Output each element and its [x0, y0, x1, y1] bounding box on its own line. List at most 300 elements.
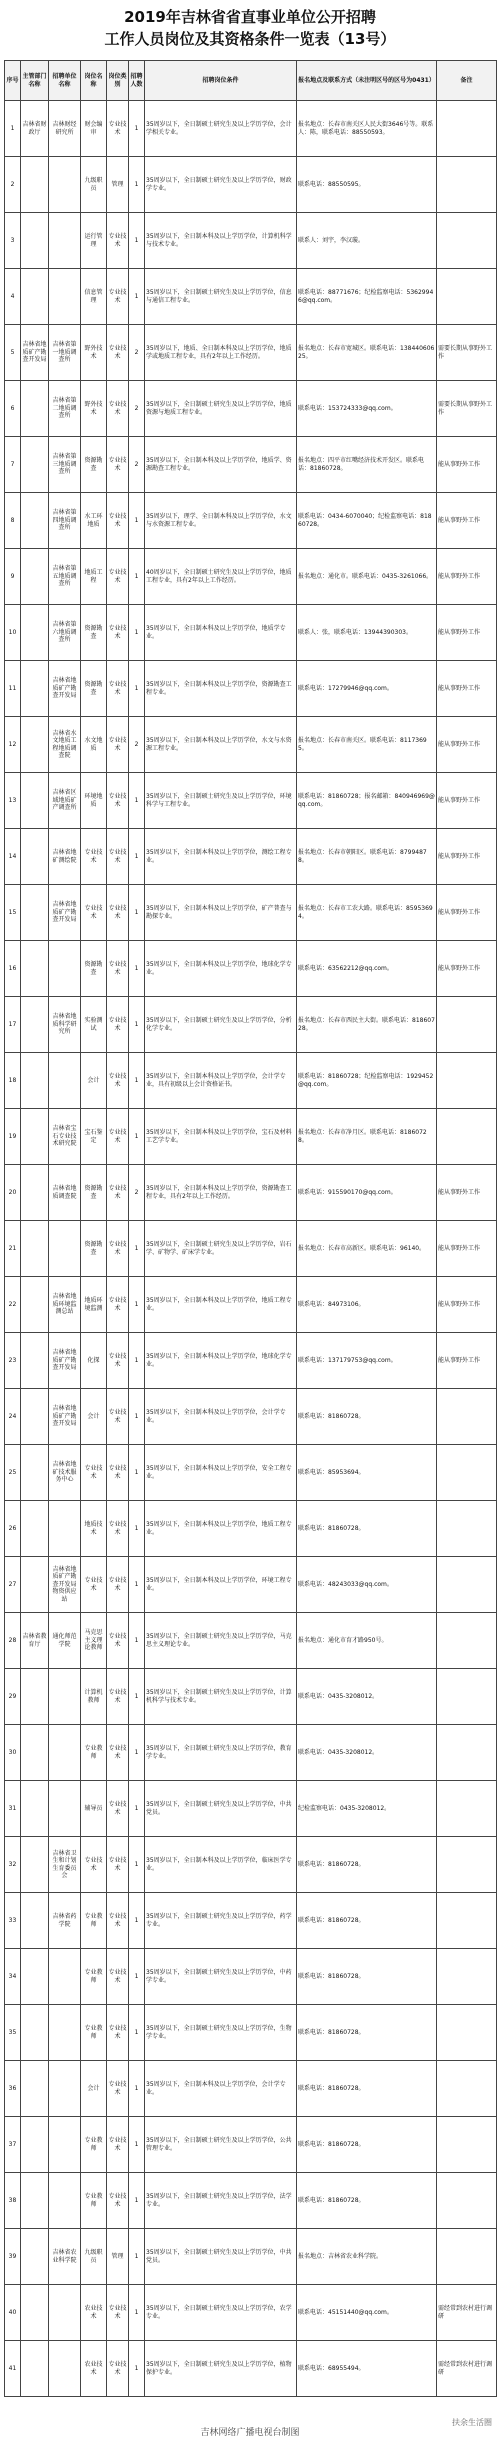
requirements-cell: 35周岁以下，全日制本科及以上学历学位，矿产普查与勘探专业。 — [145, 885, 297, 941]
row-number-cell: 1 — [5, 101, 21, 157]
row-number-cell: 21 — [5, 1221, 21, 1277]
hire-count-cell: 1 — [129, 1837, 145, 1893]
post-type-cell: 专业技术 — [107, 885, 129, 941]
hire-count-cell: 1 — [129, 269, 145, 325]
remarks-cell: 需要长期从事野外工作 — [437, 325, 497, 381]
department-cell — [21, 1053, 49, 1109]
contact-info-cell: 联系电话：84973106。 — [297, 1277, 437, 1333]
footer — [0, 2415, 500, 2447]
row-number-cell: 37 — [5, 2117, 21, 2173]
remarks-cell: 能从事野外工作 — [437, 605, 497, 661]
requirements-cell: 35周岁以下，全日制本科及以上学历学位，计算机科学与技术专业。 — [145, 213, 297, 269]
post-type-cell: 专业技术 — [107, 101, 129, 157]
hire-count-cell: 1 — [129, 605, 145, 661]
hire-count-cell: 1 — [129, 157, 145, 213]
department-cell — [21, 2229, 49, 2285]
unit-name-cell: 吉林省地质调查院 — [49, 1165, 81, 1221]
requirements-cell: 35周岁以下，全日制本科及以上学历学位，测绘工程专业。 — [145, 829, 297, 885]
requirements-cell: 35周岁以下，全日制硕士研究生及以上学历学位，生物学专业。 — [145, 2005, 297, 2061]
table-row — [5, 269, 497, 325]
hire-count-cell: 1 — [129, 101, 145, 157]
row-number-cell: 35 — [5, 2005, 21, 2061]
remarks-cell — [437, 1725, 497, 1781]
requirements-cell: 35周岁以下，全日制本科及以上学历学位，环境工程专业。 — [145, 1557, 297, 1613]
hire-count-cell: 1 — [129, 2229, 145, 2285]
footer-caption: 吉林网络广播电视台制图 — [200, 2428, 300, 2438]
row-number-cell: 33 — [5, 1893, 21, 1949]
remarks-cell — [437, 1613, 497, 1669]
hire-count-cell: 1 — [129, 1781, 145, 1837]
title-line-1: 2019年吉林省省直事业单位公开招聘 — [124, 8, 376, 26]
post-name-cell: 资源勘查 — [81, 605, 107, 661]
department-cell — [21, 437, 49, 493]
table-row — [5, 1053, 497, 1109]
remarks-cell — [437, 1109, 497, 1165]
post-type-cell: 专业技术 — [107, 381, 129, 437]
row-number-cell: 19 — [5, 1109, 21, 1165]
contact-info-cell: 联系电话：81860728。 — [297, 2005, 437, 2061]
hire-count-cell: 1 — [129, 1613, 145, 1669]
unit-name-cell: 吉林省第六地质调查所 — [49, 605, 81, 661]
requirements-cell: 35周岁以下，地质、全日制本科及以上学历学位，地质学或地质工程专业，具有2年以上工作经历。 — [145, 325, 297, 381]
post-name-cell: 专业技术 — [81, 1837, 107, 1893]
post-name-cell: 地质技术 — [81, 1501, 107, 1557]
requirements-cell: 35周岁以下，全日制硕士研究生及以上学历学位，教育学专业。 — [145, 1725, 297, 1781]
unit-name-cell — [49, 2061, 81, 2117]
table-row — [5, 101, 497, 157]
department-cell — [21, 1109, 49, 1165]
contact-info-cell: 报名地点：长春市西民主大街。联系电话：81860728。 — [297, 997, 437, 1053]
department-cell — [21, 549, 49, 605]
contact-info-cell: 报名地点：长春市净月区。联系电话：81860728。 — [297, 1109, 437, 1165]
post-name-cell: 地质环境监测 — [81, 1277, 107, 1333]
remarks-cell — [437, 1893, 497, 1949]
post-type-cell: 专业技术 — [107, 493, 129, 549]
unit-name-cell — [49, 157, 81, 213]
contact-info-cell: 联系电话：81860728；报名邮箱：840946969@qq.com。 — [297, 773, 437, 829]
remarks-cell — [437, 1445, 497, 1501]
remarks-cell: 能从事野外工作 — [437, 829, 497, 885]
contact-info-cell: 报名地点：长春市高新区。联系电话：96140。 — [297, 1221, 437, 1277]
header-cell: 报名地点及联系方式（未注明区号的区号为0431） — [297, 61, 437, 101]
contact-info-cell: 联系人：刘宇，李汉璇。 — [297, 213, 437, 269]
row-number-cell: 12 — [5, 717, 21, 773]
remarks-cell — [437, 1949, 497, 2005]
requirements-cell: 35周岁以下，全日制硕士研究生及以上学历学位，中共党员。 — [145, 1781, 297, 1837]
row-number-cell: 10 — [5, 605, 21, 661]
row-number-cell: 40 — [5, 2285, 21, 2341]
requirements-cell: 35周岁以下，全日制硕士研究生及以上学历学位，中共党员。 — [145, 2229, 297, 2285]
post-type-cell: 专业技术 — [107, 1501, 129, 1557]
post-type-cell: 专业技术 — [107, 213, 129, 269]
post-type-cell: 专业技术 — [107, 549, 129, 605]
department-cell — [21, 1389, 49, 1445]
post-name-cell: 农业技术 — [81, 2341, 107, 2397]
post-name-cell: 资源勘查 — [81, 437, 107, 493]
requirements-cell: 35周岁以下，全日制本科及以上学历学位，资源勘查工程专业。 — [145, 661, 297, 717]
remarks-cell: 能从事野外工作 — [437, 1165, 497, 1221]
table-row — [5, 1501, 497, 1557]
contact-info-cell: 联系电话：81860728。 — [297, 1949, 437, 2005]
post-type-cell: 管理 — [107, 2229, 129, 2285]
unit-name-cell: 吉林省第一地质调查所 — [49, 325, 81, 381]
unit-name-cell: 吉林省水文地质工程地质调查院 — [49, 717, 81, 773]
hire-count-cell: 1 — [129, 885, 145, 941]
post-name-cell: 专业教师 — [81, 1893, 107, 1949]
unit-name-cell — [49, 213, 81, 269]
remarks-cell: 需经常到农村进行调研 — [437, 2341, 497, 2397]
post-type-cell: 专业技术 — [107, 1725, 129, 1781]
row-number-cell: 32 — [5, 1837, 21, 1893]
row-number-cell: 25 — [5, 1445, 21, 1501]
header-cell: 招聘岗位条件 — [145, 61, 297, 101]
requirements-cell: 35周岁以下，全日制硕士研究生及以上学历学位，法学专业。 — [145, 2173, 297, 2229]
unit-name-cell: 吉林省地质环境监测总站 — [49, 1277, 81, 1333]
hire-count-cell: 1 — [129, 1053, 145, 1109]
unit-name-cell — [49, 941, 81, 997]
table-row — [5, 717, 497, 773]
post-type-cell: 专业技术 — [107, 1893, 129, 1949]
contact-info-cell: 联系电话：88771676；纪检监察电话：53629946@qq.com。 — [297, 269, 437, 325]
contact-info-cell: 联系人：张，联系电话：13944390303。 — [297, 605, 437, 661]
table-row — [5, 1277, 497, 1333]
department-cell — [21, 1669, 49, 1725]
remarks-cell — [437, 1389, 497, 1445]
contact-info-cell: 联系电话：81860728。 — [297, 2117, 437, 2173]
requirements-cell: 35周岁以下，全日制硕士研究生及以上学历学位，中药学专业。 — [145, 1949, 297, 2005]
hire-count-cell: 1 — [129, 1277, 145, 1333]
unit-name-cell: 吉林省农业科学院 — [49, 2229, 81, 2285]
post-type-cell: 专业技术 — [107, 1165, 129, 1221]
unit-name-cell — [49, 1949, 81, 2005]
requirements-cell: 35周岁以下，全日制本科及以上学历学位，地球化学专业。 — [145, 941, 297, 997]
table-row — [5, 885, 497, 941]
hire-count-cell: 1 — [129, 2341, 145, 2397]
title-line-2: 工作人员岗位及其资格条件一览表（13号） — [104, 30, 396, 48]
remarks-cell: 能从事野外工作 — [437, 493, 497, 549]
unit-name-cell: 吉林省宝石专业技术研究院 — [49, 1109, 81, 1165]
unit-name-cell: 吉林省地质矿产勘查开发局 — [49, 1333, 81, 1389]
table-row — [5, 1109, 497, 1165]
post-type-cell: 专业技术 — [107, 1389, 129, 1445]
unit-name-cell: 吉林省地质矿产勘查开发局物资供应站 — [49, 1557, 81, 1613]
contact-info-cell: 联系电话：0434-6070040；纪检监察电话：81860728。 — [297, 493, 437, 549]
row-number-cell: 5 — [5, 325, 21, 381]
post-name-cell: 地质工程 — [81, 549, 107, 605]
table-row — [5, 2341, 497, 2397]
department-cell — [21, 493, 49, 549]
watermark: 扶余生活圈 — [452, 2418, 492, 2427]
table-row — [5, 829, 497, 885]
row-number-cell: 34 — [5, 1949, 21, 2005]
department-cell — [21, 1893, 49, 1949]
department-cell — [21, 1445, 49, 1501]
contact-info-cell: 报名地点：长春市工农大路。联系电话：85953694。 — [297, 885, 437, 941]
contact-info-cell: 纪检监察电话：0435-3208012。 — [297, 1781, 437, 1837]
unit-name-cell — [49, 1221, 81, 1277]
post-type-cell: 专业技术 — [107, 1277, 129, 1333]
post-type-cell: 专业技术 — [107, 997, 129, 1053]
unit-name-cell — [49, 1053, 81, 1109]
requirements-cell: 35周岁以下，全日制硕士研究生及以上学历学位，药学专业。 — [145, 1893, 297, 1949]
hire-count-cell: 1 — [129, 997, 145, 1053]
remarks-cell — [437, 1781, 497, 1837]
row-number-cell: 26 — [5, 1501, 21, 1557]
department-cell — [21, 1165, 49, 1221]
hire-count-cell: 1 — [129, 549, 145, 605]
requirements-cell: 35周岁以下，全日制硕士研究生及以上学历学位，植物保护专业。 — [145, 2341, 297, 2397]
department-cell — [21, 2173, 49, 2229]
department-cell — [21, 2117, 49, 2173]
header-cell: 序号 — [5, 61, 21, 101]
contact-info-cell: 联系电话：68955494。 — [297, 2341, 437, 2397]
requirements-cell: 35周岁以下，全日制硕士研究生及以上学历学位，马克思主义理论专业。 — [145, 1613, 297, 1669]
table-row — [5, 1837, 497, 1893]
post-type-cell: 专业技术 — [107, 2173, 129, 2229]
table-row — [5, 1557, 497, 1613]
contact-info-cell: 报名地点：通化市。联系电话：0435-3261066。 — [297, 549, 437, 605]
header-row — [5, 61, 497, 101]
contact-info-cell: 联系电话：153724333@qq.com。 — [297, 381, 437, 437]
department-cell — [21, 717, 49, 773]
hire-count-cell: 1 — [129, 1669, 145, 1725]
table-row — [5, 2117, 497, 2173]
remarks-cell: 能从事野外工作 — [437, 437, 497, 493]
hire-count-cell: 1 — [129, 1949, 145, 2005]
contact-info-cell: 联系电话：81860728。 — [297, 2061, 437, 2117]
post-type-cell: 专业技术 — [107, 1221, 129, 1277]
contact-info-cell: 联系电话：63562212@qq.com。 — [297, 941, 437, 997]
row-number-cell: 38 — [5, 2173, 21, 2229]
contact-info-cell: 联系电话：88550595。 — [297, 157, 437, 213]
unit-name-cell — [49, 1781, 81, 1837]
row-number-cell: 31 — [5, 1781, 21, 1837]
table-row — [5, 2005, 497, 2061]
department-cell — [21, 605, 49, 661]
remarks-cell — [437, 2005, 497, 2061]
department-cell — [21, 1949, 49, 2005]
unit-name-cell — [49, 2005, 81, 2061]
post-name-cell: 专业教师 — [81, 2117, 107, 2173]
unit-name-cell — [49, 1725, 81, 1781]
department-cell — [21, 1277, 49, 1333]
post-name-cell: 化探 — [81, 1333, 107, 1389]
table-row — [5, 549, 497, 605]
table-row — [5, 1949, 497, 2005]
table-row — [5, 1781, 497, 1837]
row-number-cell: 16 — [5, 941, 21, 997]
post-type-cell: 专业技术 — [107, 1109, 129, 1165]
unit-name-cell — [49, 2341, 81, 2397]
table-row — [5, 1221, 497, 1277]
unit-name-cell: 吉林财经研究所 — [49, 101, 81, 157]
document-title — [0, 0, 500, 50]
contact-info-cell: 联系电话：81860728。 — [297, 1893, 437, 1949]
post-name-cell: 资源勘查 — [81, 1221, 107, 1277]
post-name-cell: 专业教师 — [81, 1725, 107, 1781]
post-name-cell: 辅导员 — [81, 1781, 107, 1837]
row-number-cell: 4 — [5, 269, 21, 325]
unit-name-cell: 吉林省第二地质调查所 — [49, 381, 81, 437]
requirements-cell: 35周岁以下，全日制本科及以上学历学位，地质学专业。 — [145, 605, 297, 661]
contact-info-cell: 报名地点：四平市红嘴经济技术开发区。联系电话：81860728。 — [297, 437, 437, 493]
post-type-cell: 管理 — [107, 157, 129, 213]
header-cell: 招聘人数 — [129, 61, 145, 101]
requirements-cell: 35周岁以下，全日制本科及以上学历学位，临床医学专业。 — [145, 1837, 297, 1893]
remarks-cell — [437, 269, 497, 325]
requirements-cell: 35周岁以下，全日制硕士研究生及以上学历学位，分析化学专业。 — [145, 997, 297, 1053]
remarks-cell — [437, 997, 497, 1053]
remarks-cell — [437, 2173, 497, 2229]
post-name-cell: 宝石鉴定 — [81, 1109, 107, 1165]
remarks-cell: 能从事野外工作 — [437, 1333, 497, 1389]
post-name-cell: 专业技术 — [81, 829, 107, 885]
post-name-cell: 资源勘查 — [81, 1165, 107, 1221]
remarks-cell: 需经常到农村进行调研 — [437, 2285, 497, 2341]
post-name-cell: 野外技术 — [81, 381, 107, 437]
post-type-cell: 专业技术 — [107, 829, 129, 885]
post-name-cell: 水工环地质 — [81, 493, 107, 549]
post-name-cell: 资源勘查 — [81, 661, 107, 717]
department-cell — [21, 1725, 49, 1781]
requirements-cell: 35周岁以下，全日制硕士研究生及以上学历学位，财政学专业。 — [145, 157, 297, 213]
hire-count-cell: 2 — [129, 325, 145, 381]
post-type-cell: 专业技术 — [107, 325, 129, 381]
post-type-cell: 专业技术 — [107, 269, 129, 325]
department-cell: 吉林省教育厅 — [21, 1613, 49, 1669]
table-row — [5, 1389, 497, 1445]
unit-name-cell: 吉林省第三地质调查所 — [49, 437, 81, 493]
department-cell — [21, 829, 49, 885]
requirements-cell: 35周岁以下，全日制硕士研究生及以上学历学位，计算机科学与技术专业。 — [145, 1669, 297, 1725]
contact-info-cell: 报名地点：通化市育才路950号。 — [297, 1613, 437, 1669]
remarks-cell — [437, 1669, 497, 1725]
row-number-cell: 30 — [5, 1725, 21, 1781]
row-number-cell: 18 — [5, 1053, 21, 1109]
requirements-cell: 35周岁以下，全日制硕士研究生及以上学历学位，会计学相关专业。 — [145, 101, 297, 157]
department-cell — [21, 2285, 49, 2341]
contact-info-cell: 报名地点：吉林省农业科学院。 — [297, 2229, 437, 2285]
department-cell — [21, 661, 49, 717]
unit-name-cell: 吉林省第五地质调查所 — [49, 549, 81, 605]
requirements-cell: 35周岁以下，全日制本科及以上学历学位，地质工程专业。 — [145, 1277, 297, 1333]
post-name-cell: 野外技术 — [81, 325, 107, 381]
post-type-cell: 专业技术 — [107, 773, 129, 829]
table-row — [5, 437, 497, 493]
table-row — [5, 493, 497, 549]
post-type-cell: 专业技术 — [107, 1837, 129, 1893]
remarks-cell: 能从事野外工作 — [437, 549, 497, 605]
post-name-cell: 财会编审 — [81, 101, 107, 157]
requirements-cell: 35周岁以下，全日制硕士研究生及以上学历学位，农学专业。 — [145, 2285, 297, 2341]
post-name-cell: 资源勘查 — [81, 941, 107, 997]
hire-count-cell: 1 — [129, 1333, 145, 1389]
contact-info-cell: 联系电话：45151440@qq.com。 — [297, 2285, 437, 2341]
hire-count-cell: 1 — [129, 2005, 145, 2061]
requirements-cell: 35周岁以下，理学、全日制本科及以上学历学位，水文与水资源工程专业。 — [145, 493, 297, 549]
department-cell — [21, 1333, 49, 1389]
requirements-cell: 40周岁以下，全日制硕士研究生及以上学历学位，地质工程专业，具有2年以上工作经历。 — [145, 549, 297, 605]
contact-info-cell: 报名地点：长春市朝阳区。联系电话：87994878。 — [297, 829, 437, 885]
department-cell — [21, 1557, 49, 1613]
post-name-cell: 农业技术 — [81, 2285, 107, 2341]
post-type-cell: 专业技术 — [107, 717, 129, 773]
department-cell — [21, 885, 49, 941]
unit-name-cell: 吉林省地质矿产勘查开发局 — [49, 661, 81, 717]
table-row — [5, 605, 497, 661]
hire-count-cell: 1 — [129, 941, 145, 997]
unit-name-cell: 通化师范学院 — [49, 1613, 81, 1669]
hire-count-cell: 1 — [129, 829, 145, 885]
row-number-cell: 2 — [5, 157, 21, 213]
table-row — [5, 1333, 497, 1389]
row-number-cell: 9 — [5, 549, 21, 605]
contact-info-cell: 联系电话：0435-3208012。 — [297, 1725, 437, 1781]
unit-name-cell: 吉林省卫生和计划生育委员会 — [49, 1837, 81, 1893]
hire-count-cell: 1 — [129, 1109, 145, 1165]
post-type-cell: 专业技术 — [107, 1613, 129, 1669]
post-type-cell: 专业技术 — [107, 437, 129, 493]
department-cell — [21, 2341, 49, 2397]
hire-count-cell: 1 — [129, 1501, 145, 1557]
table-row — [5, 1445, 497, 1501]
row-number-cell: 36 — [5, 2061, 21, 2117]
hire-count-cell: 1 — [129, 2285, 145, 2341]
contact-info-cell: 联系电话：0435-3208012。 — [297, 1669, 437, 1725]
remarks-cell: 能从事野外工作 — [437, 1277, 497, 1333]
post-name-cell: 专业教师 — [81, 1949, 107, 2005]
post-type-cell: 专业技术 — [107, 1781, 129, 1837]
hire-count-cell: 1 — [129, 2061, 145, 2117]
header-cell: 岗位类别 — [107, 61, 129, 101]
department-cell — [21, 2061, 49, 2117]
hire-count-cell: 1 — [129, 493, 145, 549]
remarks-cell — [437, 1557, 497, 1613]
table-row — [5, 1669, 497, 1725]
row-number-cell: 3 — [5, 213, 21, 269]
requirements-cell: 35周岁以下，全日制本科及以上学历学位，安全工程专业。 — [145, 1445, 297, 1501]
remarks-cell — [437, 1501, 497, 1557]
table-row — [5, 1725, 497, 1781]
table-body — [5, 101, 497, 2397]
post-type-cell: 专业技术 — [107, 1949, 129, 2005]
table-row — [5, 381, 497, 437]
post-name-cell: 水文地质 — [81, 717, 107, 773]
row-number-cell: 41 — [5, 2341, 21, 2397]
post-name-cell: 马克思主义理论教师 — [81, 1613, 107, 1669]
remarks-cell — [437, 2229, 497, 2285]
unit-name-cell: 吉林省区域地质矿产调查所 — [49, 773, 81, 829]
department-cell — [21, 1221, 49, 1277]
requirements-cell: 35周岁以下，全日制硕士研究生及以上学历学位，地质资源与地质工程专业。 — [145, 381, 297, 437]
unit-name-cell — [49, 2285, 81, 2341]
hire-count-cell: 2 — [129, 1165, 145, 1221]
department-cell — [21, 269, 49, 325]
remarks-cell: 需要长期从事野外工作 — [437, 381, 497, 437]
post-name-cell: 会计 — [81, 1053, 107, 1109]
row-number-cell: 8 — [5, 493, 21, 549]
table-row — [5, 1893, 497, 1949]
row-number-cell: 17 — [5, 997, 21, 1053]
unit-name-cell: 吉林省地矿测绘院 — [49, 829, 81, 885]
job-table — [4, 60, 496, 2397]
contact-info-cell: 联系电话：137179753@qq.com。 — [297, 1333, 437, 1389]
post-type-cell: 专业技术 — [107, 2341, 129, 2397]
hire-count-cell: 1 — [129, 1389, 145, 1445]
hire-count-cell: 1 — [129, 2117, 145, 2173]
remarks-cell: 能从事野外工作 — [437, 773, 497, 829]
header-cell: 招聘单位名称 — [49, 61, 81, 101]
